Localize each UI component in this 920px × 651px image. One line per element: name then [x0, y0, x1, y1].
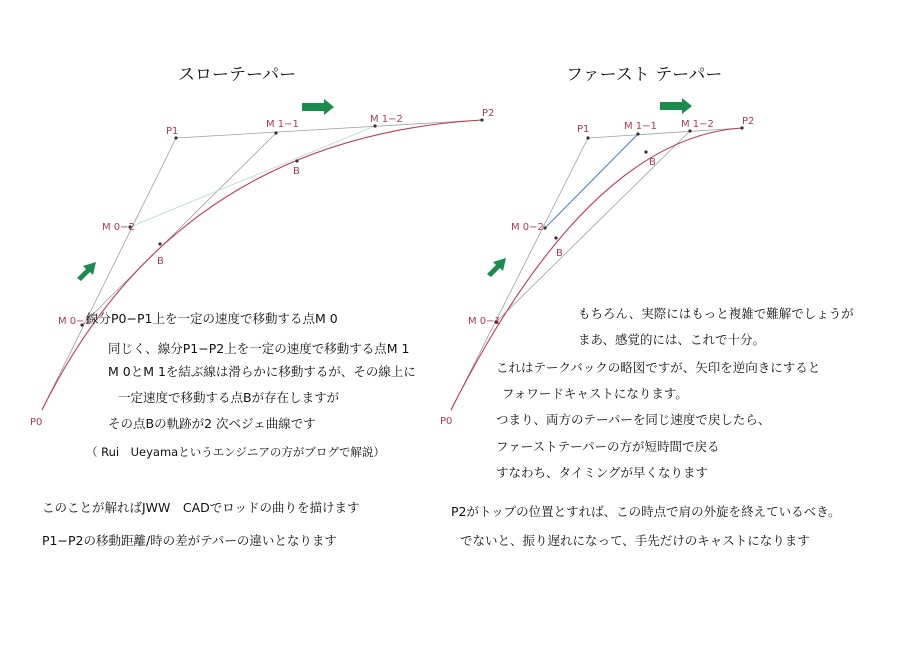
right-arrow-right-icon: [660, 98, 692, 114]
right-label-b-lower: B: [556, 248, 563, 259]
right-text-line-4: フォワードキャストになります。: [502, 386, 688, 401]
right-label-b-upper: B: [649, 157, 656, 168]
right-label-m01: M 0−1: [468, 316, 501, 327]
left-m11-dot: [274, 131, 277, 134]
right-text-line-2: まあ、感覚的には、これで十分。: [578, 332, 766, 347]
left-text-line-4: 一定速度で移動する点Bが存在しますが: [118, 390, 340, 405]
left-panel: [30, 65, 494, 548]
left-text-line-2: 同じく、線分P1−P2上を一定の速度で移動する点M 1: [108, 341, 410, 356]
left-label-b-lower: B: [157, 256, 164, 267]
right-label-p2: P2: [742, 116, 755, 127]
left-arrow-up-icon: [77, 262, 96, 281]
right-label-p0: P0: [440, 416, 453, 427]
left-b-upper-dot: [295, 159, 298, 162]
right-line-m02-m11: [545, 134, 638, 228]
left-label-m02: M 0−2: [102, 222, 135, 233]
left-footer-line-1: このことが解ればJWW CADでロッドの曲りを描けます: [42, 500, 360, 515]
right-label-m11: M 1−1: [624, 121, 657, 132]
left-footer-line-2: P1−P2の移動距離/時の差がテパーの違いとなります: [42, 533, 337, 548]
right-panel: [440, 65, 854, 548]
left-text-line-3: M 0とM 1を結ぶ線は滑らかに移動するが、その線上に: [108, 364, 416, 379]
right-text-line-3: これはテークバックの略図ですが、矢印を逆向きにすると: [496, 360, 821, 375]
right-m11-dot: [636, 132, 639, 135]
right-b-upper-dot: [644, 150, 647, 153]
left-label-p2: P2: [482, 108, 495, 119]
left-label-b-upper: B: [293, 166, 300, 177]
left-b-lower-dot: [158, 242, 161, 245]
left-text-line-6: （ Rui Ueyamaというエンジニアの方がブログで解説）: [86, 445, 385, 459]
right-label-m12: M 1−2: [681, 119, 714, 130]
right-b-lower-dot: [554, 236, 557, 239]
right-text-line-1: もちろん、実際にはもっと複雑で難解でしょうが: [578, 306, 854, 321]
left-line-m02-m12: [130, 126, 375, 227]
left-text-line-5: その点Bの軌跡が2 次ベジェ曲線です: [108, 416, 316, 431]
left-arrow-right-icon: [302, 99, 334, 115]
left-label-m12: M 1−2: [370, 114, 403, 125]
left-label-m01: M 0−1: [58, 316, 91, 327]
right-footer-line-1: P2がトップの位置とすれば、この時点で肩の外旋を終えているべき。: [451, 504, 841, 519]
left-title: スローテーパー: [178, 65, 297, 85]
right-p1-dot: [586, 136, 589, 139]
right-label-p1: P1: [577, 124, 590, 135]
right-text-line-7: すなわち、タイミングが早くなります: [496, 465, 709, 480]
right-title: ファースト テーパー: [566, 65, 723, 85]
right-footer-line-2: でないと、振り遅れになって、手先だけのキャストになります: [460, 533, 810, 548]
right-label-m02: M 0−2: [511, 222, 544, 233]
right-text-line-5: つまり、両方のテーパーを同じ速度で戻したら、: [496, 412, 771, 427]
left-label-p1: P1: [166, 126, 179, 137]
right-text-line-6: ファーストテーパーの方が短時間で戻る: [496, 439, 720, 454]
left-text-line-1: 線分P0−P1上を一定の速度で移動する点M 0: [86, 311, 338, 326]
left-label-m11: M 1−1: [266, 119, 299, 130]
left-label-p0: P0: [30, 417, 43, 428]
right-arrow-up-icon: [487, 258, 506, 277]
